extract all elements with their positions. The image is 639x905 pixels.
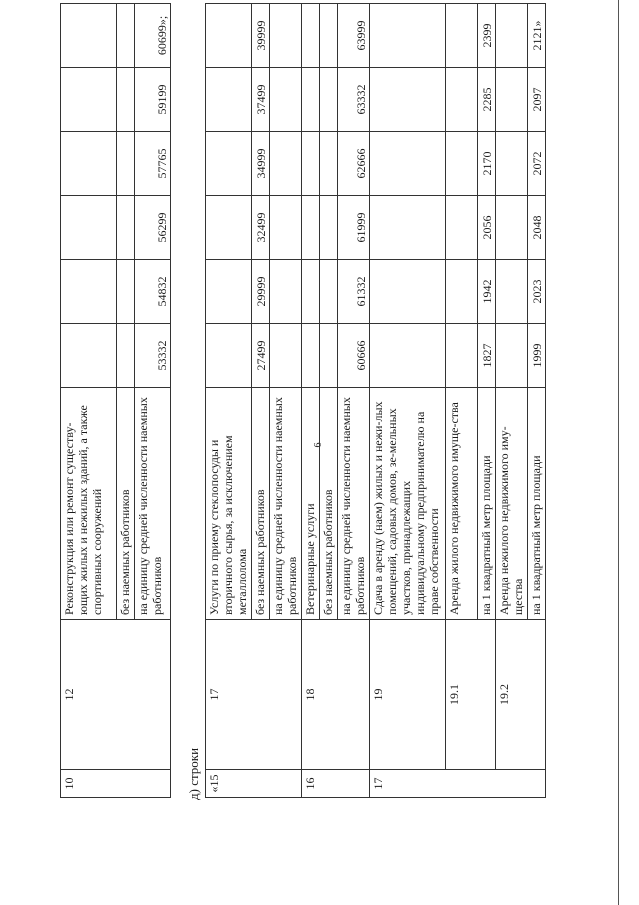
value-cell: 53332 — [135, 324, 171, 388]
value-cell: 2048 — [528, 196, 546, 260]
value-cell: 2023 — [528, 260, 546, 324]
row-sub-label: на единицу средней численности наемных работников — [338, 388, 370, 620]
value-cell: 34999 — [252, 132, 270, 196]
row-sub-label: на 1 квадратный метр площади — [528, 388, 546, 620]
row-col-b: 19 — [370, 620, 446, 770]
value-cell: 61999 — [338, 196, 370, 260]
value-cell: 59199 — [135, 68, 171, 132]
value-cell: 61332 — [338, 260, 370, 324]
value-cell: 54832 — [135, 260, 171, 324]
row-title: Аренда нежилого недвижимого иму-щества — [496, 388, 528, 620]
row-col-b: 19.1 — [446, 620, 496, 770]
section-label: д) строки — [186, 747, 201, 800]
row-sub-label: на единицу средней численности наемных работников — [135, 388, 171, 620]
value-cell: 1827 — [478, 324, 496, 388]
row-title: Аренда жилого недвижимого имуще-ства — [446, 388, 478, 620]
value-cell: 1942 — [478, 260, 496, 324]
value-cell: 56299 — [135, 196, 171, 260]
page-bottom-rule — [618, 0, 619, 905]
value-cell: 2399 — [478, 4, 496, 68]
value-cell: 63999 — [338, 4, 370, 68]
row-col-b: 18 — [302, 620, 370, 770]
value-cell: 62666 — [338, 132, 370, 196]
row-col-b: 19.2 — [496, 620, 546, 770]
row-sub-label: без наемных работников — [252, 388, 270, 620]
top-table — [60, 3, 171, 798]
row-col-b: 17 — [206, 620, 302, 770]
value-cell: 2170 — [478, 132, 496, 196]
main-table — [205, 3, 546, 798]
value-cell: 2097 — [528, 68, 546, 132]
value-cell: 2056 — [478, 196, 496, 260]
row-title: Ветеринарные услуги — [302, 388, 320, 620]
row-col-a: 16 — [302, 770, 370, 798]
row-sub-label: без наемных работников — [320, 388, 338, 620]
row-title: Сдача в аренду (наем) жилых и нежи-лых помещений, садовых домов, зе-мельных участков, принадлежащих индивидуальному предпринимателю на праве собственности — [370, 388, 446, 620]
value-cell: 39999 — [252, 4, 270, 68]
value-cell: 60699»; — [135, 4, 171, 68]
row-sub-label: на единицу средней численности наемных работников — [270, 388, 302, 620]
value-cell: 2072 — [528, 132, 546, 196]
page-number: 6 — [313, 442, 324, 448]
row-title: Реконструкция или ремонт существу-ющих жилых и нежилых зданий, а также спортивных сооружений — [61, 388, 117, 620]
value-cell: 2121» — [528, 4, 546, 68]
value-cell: 27499 — [252, 324, 270, 388]
value-cell: 2285 — [478, 68, 496, 132]
value-cell: 29999 — [252, 260, 270, 324]
value-cell: 32499 — [252, 196, 270, 260]
value-cell: 63332 — [338, 68, 370, 132]
row-col-a: «15 — [206, 770, 302, 798]
value-cell: 60666 — [338, 324, 370, 388]
value-cell: 1999 — [528, 324, 546, 388]
row-col-b: 12 — [61, 620, 171, 770]
value-cell: 57765 — [135, 132, 171, 196]
row-sub-label: без наемных работников — [117, 388, 135, 620]
row-col-a: 17 — [370, 770, 546, 798]
value-cell: 37499 — [252, 68, 270, 132]
row-col-a: 10 — [61, 770, 171, 798]
row-sub-label: на 1 квадратный метр площади — [478, 388, 496, 620]
row-title: Услуги по приему стеклопосуды и вторичного сырья, за исключением металлолома — [206, 388, 252, 620]
